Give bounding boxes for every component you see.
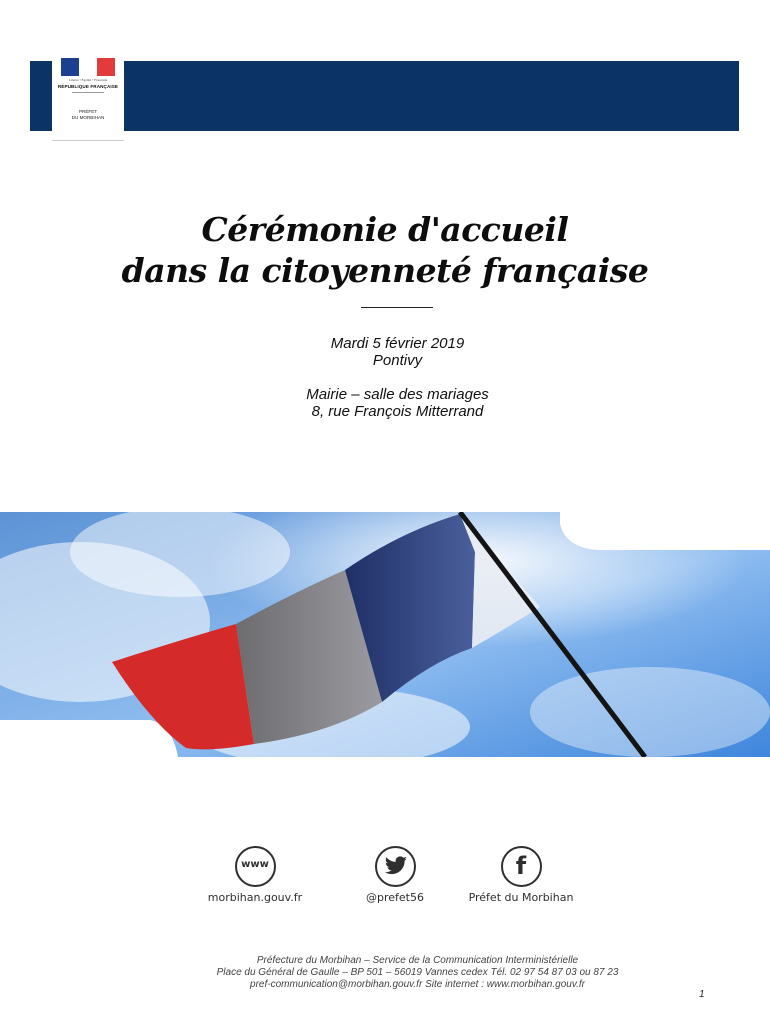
logo-republic: RÉPUBLIQUE FRANÇAISE <box>57 84 119 89</box>
logo-divider <box>72 92 104 93</box>
facebook-icon: f <box>501 846 542 887</box>
title-line-1: Cérémonie d'accueil <box>201 210 569 249</box>
event-venue: Mairie – salle des mariages <box>306 386 489 403</box>
twitter-bird-icon <box>384 856 408 876</box>
header-band <box>30 61 739 131</box>
french-flag-photo <box>0 512 770 757</box>
www-icon: www <box>235 846 276 887</box>
footer-line-1: Préfecture du Morbihan – Service de la Communication Interministérielle <box>256 955 579 966</box>
event-city: Pontivy <box>372 352 423 369</box>
footer-line-2: Place du Général de Gaulle – BP 501 – 56019 Vannes cedex Tél. 02 97 54 87 03 ou 87 23 <box>216 967 619 978</box>
marianne-flag-icon <box>61 58 115 76</box>
social-twitter-label: @prefet56 <box>366 891 424 904</box>
title-divider <box>361 307 433 308</box>
twitter-icon <box>375 846 416 887</box>
event-date: Mardi 5 février 2019 <box>330 335 465 352</box>
logo-prefect-line1: PRÉFET <box>78 109 98 114</box>
social-www[interactable] <box>180 846 330 904</box>
flag-illustration <box>0 512 770 757</box>
prefecture-logo <box>52 50 124 141</box>
footer-line-3: pref-communication@morbihan.gouv.fr Site internet : www.morbihan.gouv.fr <box>250 979 585 990</box>
event-address: 8, rue François Mitterrand <box>311 403 484 420</box>
logo-motto: Liberté • Égalité • Fraternité <box>68 78 108 82</box>
page-number: 1 <box>699 989 705 1000</box>
social-facebook-label: Préfet du Morbihan <box>468 891 574 904</box>
title-line-2: dans la citoyenneté française <box>121 251 649 290</box>
logo-prefect <box>56 109 120 121</box>
logo-prefect-line2: DU MORBIHAN <box>71 115 105 120</box>
social-facebook[interactable] <box>446 846 596 904</box>
social-www-label: morbihan.gouv.fr <box>207 891 303 904</box>
